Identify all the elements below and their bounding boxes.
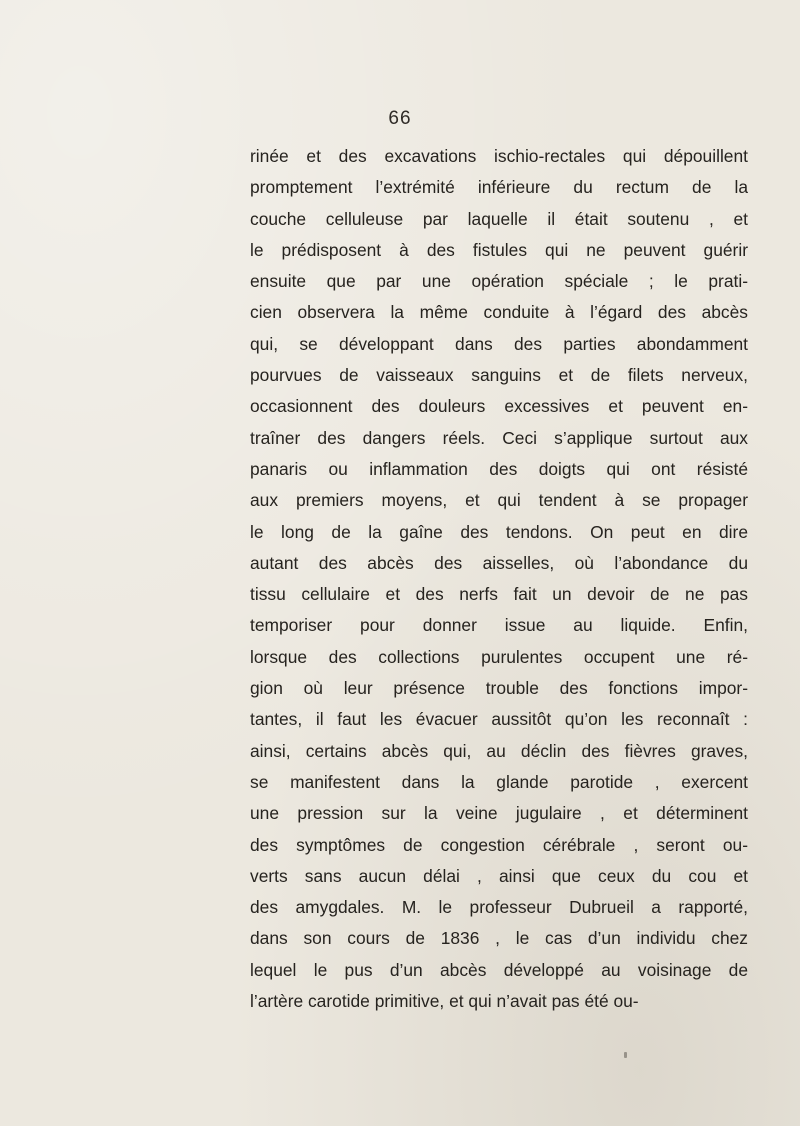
text-line: dans son cours de 1836 , le cas d’un individu chez	[250, 928, 748, 949]
text-line: une pression sur la veine jugulaire , et déterminent	[250, 803, 748, 824]
page-number: 66	[388, 108, 412, 129]
text-line: lorsque des collections purulentes occupent une ré-	[250, 646, 748, 667]
text-line: pourvues de vaisseaux sanguins et de filets nerveux,	[250, 365, 748, 386]
text-line: traîner des dangers réels. Ceci s’applique surtout aux	[250, 427, 748, 448]
text-line: aux premiers moyens, et qui tendent à se propager	[250, 490, 748, 511]
text-line: lequel le pus d’un abcès développé au voisinage de	[250, 959, 748, 980]
text-line: rinée et des excavations ischio-rectales qui dépouillent	[250, 146, 748, 166]
text-line: occasionnent des douleurs excessives et peuvent en-	[250, 396, 748, 417]
text-line: des symptômes de congestion cérébrale , seront ou-	[250, 834, 748, 855]
text-line: verts sans aucun délai , ainsi que ceux du cou et	[250, 865, 748, 886]
text-line: autant des abcès des aisselles, où l’abondance du	[250, 552, 748, 573]
text-line: cien observera la même conduite à l’égard des abcès	[250, 302, 748, 323]
text-line: ensuite que par une opération spéciale ; le prati-	[250, 271, 748, 292]
text-line: qui, se développant dans des parties abondamment	[250, 333, 748, 354]
text-line: ainsi, certains abcès qui, au déclin des fièvres graves,	[250, 740, 748, 761]
text-line: panaris ou inflammation des doigts qui ont résisté	[250, 458, 748, 479]
text-line: le long de la gaîne des tendons. On peut en dire	[250, 521, 748, 542]
body-text	[250, 141, 748, 1017]
text-line: promptement l’extrémité inférieure du rectum de la	[250, 177, 748, 198]
text-line: des amygdales. M. le professeur Dubrueil a rapporté,	[250, 897, 748, 918]
text-line: gion où leur présence trouble des fonctions impor-	[250, 678, 748, 699]
text-line: le prédisposent à des fistules qui ne peuvent guérir	[250, 239, 748, 260]
text-line: se manifestent dans la glande parotide , exercent	[250, 771, 748, 792]
text-line: tissu cellulaire et des nerfs fait un devoir de ne pas	[250, 584, 748, 605]
text-line: temporiser pour donner issue au liquide. Enfin,	[250, 615, 748, 636]
ink-speck	[624, 1052, 627, 1058]
text-line: couche celluleuse par laquelle il était soutenu , et	[250, 208, 748, 229]
text-line: tantes, il faut les évacuer aussitôt qu’on les reconnaît :	[250, 709, 748, 730]
text-line: l’artère carotide primitive, et qui n’avait pas été ou-	[250, 991, 639, 1012]
